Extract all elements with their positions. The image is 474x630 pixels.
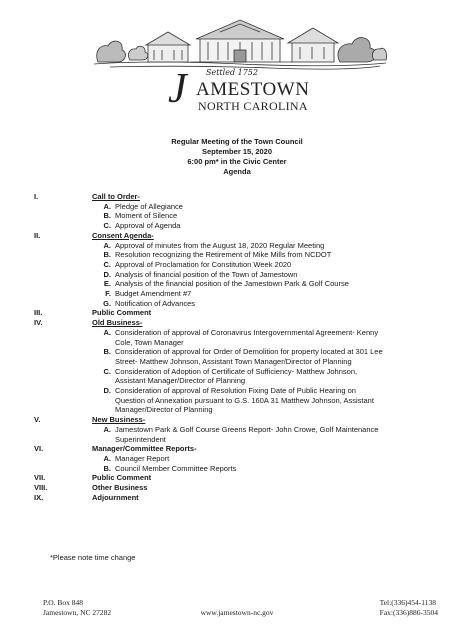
logo-initial: J [168, 66, 187, 112]
agenda-item [79, 211, 434, 221]
agenda-item [79, 386, 434, 415]
agenda-item [79, 454, 434, 464]
agenda-item [79, 367, 434, 386]
item-letter: A. [103, 453, 111, 463]
section-title: Other Business [92, 483, 148, 493]
agenda-item [79, 250, 434, 260]
item-text: Approval of Proclamation for Constitution Week 2020 [115, 259, 292, 269]
section-title: Public Comment [92, 473, 152, 483]
item-letter: C. [103, 221, 111, 231]
item-text: Consideration of Adoption of Certificate of Sufficiency- Matthew Johnson, Assistant Manager/Director of Planning [115, 366, 358, 386]
item-text: Budget Amendment #7 [115, 289, 192, 299]
item-letter: E. [103, 279, 111, 289]
agenda-item [79, 221, 434, 231]
item-letter: B. [103, 347, 111, 357]
agenda-section [34, 483, 434, 493]
item-letter: B. [103, 211, 111, 221]
footer-fax: Fax:(336)886-3504 [379, 608, 438, 617]
item-text: Analysis of financial position of the Town of Jamestown [115, 269, 298, 279]
item-text: Manager Report [115, 453, 170, 463]
item-letter: B. [103, 250, 111, 260]
section-title: Manager/Committee Reports- [92, 444, 197, 454]
section-number: IV. [34, 318, 43, 328]
section-number: IX. [34, 492, 44, 502]
town-buildings-sketch [90, 14, 390, 70]
section-title: Public Comment [92, 308, 152, 318]
section-title: Adjournment [92, 492, 139, 502]
agenda-item [79, 260, 434, 270]
item-letter: G. [103, 298, 111, 308]
agenda-item [79, 328, 434, 347]
agenda-item [79, 347, 434, 366]
footer-website: www.jamestown-nc.gov [200, 608, 274, 617]
item-text: Pledge of Allegiance [115, 201, 183, 211]
logo-town-name: AMESTOWN [196, 79, 310, 100]
meeting-time-place: 6:00 pm* in the Civic Center [187, 157, 287, 166]
item-text: Moment of Silence [115, 211, 178, 221]
item-text: Consideration of approval of Resolution Fixing Date of Public Hearing on Question of Annexation pursuant to G.S. 160A 31 Matthew Johnson, Assistant Manager/Director of Planning [115, 386, 374, 415]
item-text: Consideration of approval of Coronavirus Intergovernmental Agreement- Kenny Cole, Town Manager [115, 327, 379, 347]
item-letter: D. [103, 386, 111, 396]
section-title: Consent Agenda- [92, 230, 154, 240]
item-letter: B. [103, 463, 111, 473]
item-text: Consideration of approval for Order of Demolition for property located at 301 Lee Street- Matthew Johnson, Assistant Town Manager/Director of Planning [115, 347, 383, 366]
section-title: Call to Order- [92, 192, 140, 201]
agenda-section [34, 415, 434, 425]
section-number: I. [34, 192, 39, 201]
item-letter: F. [105, 289, 111, 299]
footer-contact [380, 598, 438, 618]
footer [0, 598, 474, 628]
agenda-section [34, 192, 434, 202]
item-text: Jamestown Park & Golf Course Greens Report- John Crowe, Golf Maintenance Superintendent [115, 424, 379, 444]
section-title: Old Business- [92, 318, 143, 328]
agenda-label: Agenda [223, 167, 251, 176]
item-letter: D. [103, 269, 111, 279]
item-text: Analysis of the financial position of the Jamestown Park & Golf Course [115, 279, 349, 289]
agenda-section [34, 231, 434, 241]
agenda-section [34, 493, 434, 503]
agenda-item [79, 299, 434, 309]
agenda-item [79, 425, 434, 444]
logo-state-name: NORTH CAROLINA [198, 99, 308, 113]
item-letter: C. [103, 259, 111, 269]
agenda-item [79, 270, 434, 280]
time-change-note: *Please note time change [50, 553, 136, 562]
meeting-header [0, 137, 474, 177]
agenda-section [34, 444, 434, 454]
section-number: III. [34, 308, 43, 318]
jamestown-logo [168, 68, 328, 118]
item-text: Approval of minutes from the August 18, 2020 Regular Meeting [115, 240, 325, 250]
agenda-list [34, 192, 434, 503]
meeting-date: September 15, 2020 [201, 147, 273, 156]
footer-tel: Tel:(336)454-1138 [379, 598, 436, 607]
agenda-section [34, 318, 434, 328]
section-number: VII. [34, 473, 46, 483]
item-text: Council Member Committee Reports [115, 463, 237, 473]
agenda-item [79, 241, 434, 251]
agenda-item [79, 202, 434, 212]
footer-city: Jamestown, NC 27282 [43, 608, 112, 617]
agenda-item [79, 464, 434, 474]
section-number: VI. [34, 444, 44, 454]
agenda-section [34, 473, 434, 483]
item-letter: A. [103, 201, 111, 211]
item-letter: C. [103, 366, 111, 376]
agenda-item [79, 289, 434, 299]
item-text: Approval of Agenda [115, 221, 181, 231]
item-letter: A. [103, 424, 111, 434]
settled-date: Settled 1752 [206, 68, 258, 77]
item-letter: A. [103, 327, 111, 337]
item-letter: A. [103, 240, 111, 250]
meeting-title: Regular Meeting of the Town Council [171, 137, 303, 146]
agenda-section [34, 308, 434, 318]
agenda-item [79, 279, 434, 289]
section-title: New Business- [92, 415, 146, 425]
item-text: Notification of Advances [115, 298, 196, 308]
item-text: Resolution recognizing the Retirement of Mike Mills from NCDOT [115, 250, 332, 260]
section-number: VIII. [34, 483, 48, 493]
section-number: V. [34, 415, 41, 425]
footer-po-box: P.O. Box 848 [43, 598, 84, 607]
section-number: II. [34, 230, 41, 240]
